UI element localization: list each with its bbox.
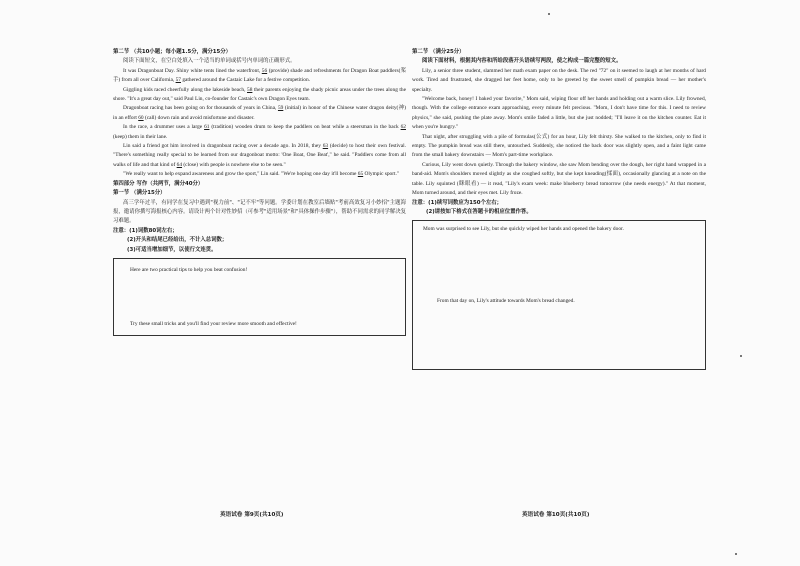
scan-mark bbox=[548, 13, 550, 15]
continuation-instruction: 阅读下面材料，根据其内容和所给段落开头语续写两段，使之构成一篇完整的短文。 bbox=[422, 58, 622, 65]
passage-paragraph-1: It was Dragonboat Day. Shiny white tents lined the waterfront, 56 (provide) shade and refreshments for Dragon Boat paddlers(桨手) from all over California, 57 gathered around the Castaic Lake for a festive competition. bbox=[113, 67, 406, 84]
answer-box-writing-1[interactable] bbox=[113, 258, 406, 336]
section-heading-writing: 第四部分 写作（共两节，满分40分） bbox=[113, 180, 204, 187]
story-paragraph-4: Curious, Lily went down quietly. Through the bakery window, she saw Mom bending over the dough, her right hand wrapped in a band-aid. Mom's shoulders moved slightly as she coughed softly, but she kept kneading(揉面), occasionally glancing at a note on the table. Lily squinted (眯眼看) — it read, "Lily's exam week: make blueberry bread tomorrow (she needs energy)." At that moment, Mom turned around, and their eyes met. Lily froze. bbox=[412, 161, 706, 197]
continuation-note-1: 注意：(1)续写词数应为150个左右； bbox=[412, 199, 503, 206]
story-paragraph-1: Lily, a senior three student, slammed her math exam paper on the desk. The red "72" on it seemed to laugh at her months of hard work. Tired and frustrated, she dragged her feet home, only to be greeted by the sweet smell of pumpkin bread — her mother's specialty. bbox=[412, 67, 706, 93]
passage-paragraph-2: Giggling kids raced cheerfully along the lakeside beach, 58 their parents enjoying the shady picnic areas under the trees along the shore. "It's a great day out," said Paul Lin, co-founder for Castaic's own Dragon Eyes team. bbox=[113, 86, 406, 103]
writing-task-description: 高三学年过半，有同学在复习中遇到"视力前"、"记不牢"等问题。学委计划在教室后墙贴"考前高效复习小妙招"主题海报，邀请你撰写海报核心内容。请设计两个针对性妙招（可参考"适用场景"和"具体操作步骤"），帮助不同需求的同学解决复习难题。 bbox=[113, 199, 406, 225]
left-column bbox=[113, 48, 406, 336]
answer-box-paragraph-2-start: From that day on, Lily's attitude towards Mom's bread changed. bbox=[437, 298, 575, 305]
blank-64: 64 bbox=[176, 161, 183, 168]
blank-65: 65 bbox=[357, 171, 364, 178]
section-heading-grammar: 第二节 （共10小题；每小题1.5分，满分15分） bbox=[113, 49, 232, 55]
blank-63: 63 bbox=[322, 143, 329, 150]
section-heading-continuation: 第二节 （满分25分） bbox=[412, 49, 465, 55]
story-paragraph-2: "Welcome back, honey! I baked your favorite," Mom said, wiping flour off her hands and holding out a warm slice. Lily frowned, though. With the college entrance exam approaching, every minute felt precious. "Mom, I don't have time for this. I need to review physics," she said, pushing the plate away. Mom's smile faded a little, but she just nodded; "I'll leave it on the kitchen counter. Eat it when you're hungry." bbox=[412, 96, 706, 131]
page-footer-right: 英语试卷 第10页(共10页) bbox=[522, 512, 590, 518]
passage-paragraph-3: Dragonboat racing has been going on for thousands of years in China, 59 (initial) in honor of the Chinese water dragon deity(神) in an effort 60 (call) down rain and avoid misfortune and disaster. bbox=[113, 105, 406, 121]
answer-box-paragraph-1-start: Mom was surprised to see Lily, but she quickly wiped her hands and opened the bakery door. bbox=[423, 226, 624, 233]
answer-box-continuation[interactable] bbox=[412, 220, 706, 370]
blank-61: 61 bbox=[204, 124, 210, 131]
passage-paragraph-6: "We really want to help expand awareness and grow the sport," Lin said. "We're hoping one day it'll become 65 Olympic sport." bbox=[123, 171, 400, 178]
writing-note-2: (2)开头和结尾已经给出，不计入总词数； bbox=[127, 237, 228, 244]
blank-57: 57 bbox=[175, 77, 181, 84]
page-footer-left: 英语试卷 第9页(共10页) bbox=[220, 512, 284, 518]
scan-mark bbox=[735, 553, 737, 555]
blank-56: 56 bbox=[261, 67, 268, 74]
writing-note-1: 注意：(1)词数80词左右； bbox=[113, 227, 178, 234]
passage-paragraph-5: Lin said a friend got him involved in dragonboat racing over a decade ago. In 2018, they 63 (decide) to host their own festival. "There's something really special to be learned from our dragonboat motto: 'One Boat, One Beat'," he said. "Paddlers come from all walks of life and that kind of 64 (close) with people is nowhere else to be seen." bbox=[113, 143, 406, 168]
answer-box-end-sentence: Try these small tricks and you'll find your review more smooth and effective! bbox=[130, 320, 297, 327]
scan-mark bbox=[740, 355, 742, 357]
blank-58: 58 bbox=[247, 86, 253, 93]
continuation-note-2: (2)请按如下格式在答题卡的相应位置作答。 bbox=[426, 208, 532, 215]
blank-62: 62 bbox=[400, 124, 406, 131]
section-heading-writing-1: 第一节 （满分15分） bbox=[113, 190, 166, 197]
story-paragraph-3: That night, after struggling with a pile of formulas(公式) for an hour, Lily felt thirsty. She walked to the kitchen, only to find it empty. The pumpkin bread was still there, untouched. Suddenly, she noticed the back door was slightly open, and a faint light came from the small bakery downstairs — Mom's part-time workplace. bbox=[412, 133, 706, 159]
writing-note-3: (3)可适当增加细节，以使行文连贯。 bbox=[127, 246, 217, 253]
right-column bbox=[412, 48, 706, 370]
answer-box-start-sentence: Here are two practical tips to help you beat confusion! bbox=[130, 266, 248, 273]
blank-60: 60 bbox=[138, 114, 144, 121]
grammar-instruction: 阅读下面短文，在空白处填入一个适当的单词或括号内单词的正确形式。 bbox=[123, 58, 296, 65]
blank-59: 59 bbox=[277, 105, 284, 112]
passage-paragraph-4: In the race, a drummer uses a large 61 (tradition) wooden drum to keep the paddlers on beat while a steersman in the back 62 (keep) them in their lane. bbox=[113, 124, 406, 140]
